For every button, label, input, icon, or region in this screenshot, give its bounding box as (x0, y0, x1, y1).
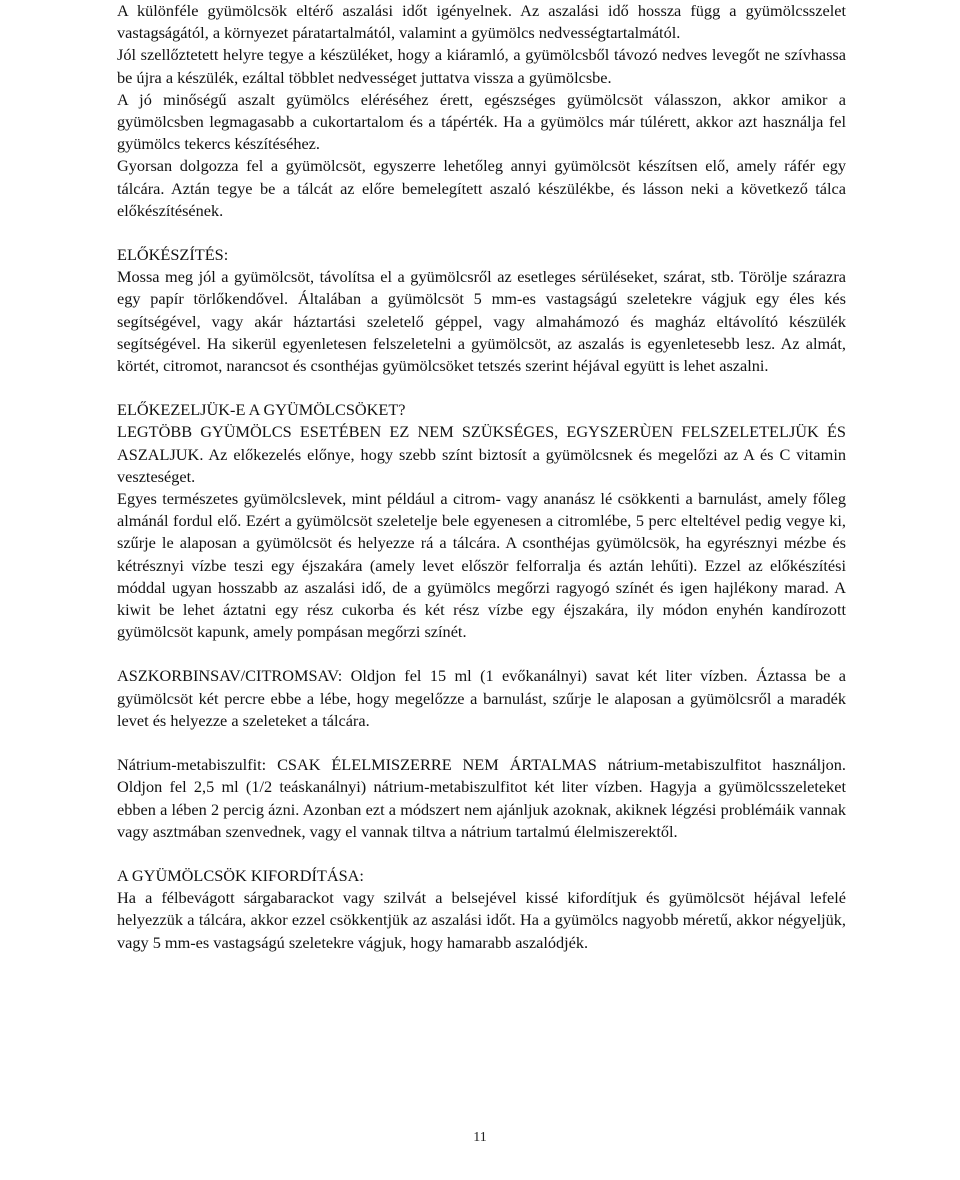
intro-paragraph-ventilation: Jól szellőztetett helyre tegye a készüléket, hogy a kiáramló, a gyümölcsből távozó nedves levegőt ne szívhassa be újra a készülék, ezáltal többlet nedvességet juttatva vissza a gyümölcsbe. (117, 45, 846, 87)
intro-paragraph-processing: Gyorsan dolgozza fel a gyümölcsöt, egyszerre lehetőleg annyi gyümölcsöt készítsen elő, amely ráfér egy tálcára. Aztán tegye be a tálcát az előre bemelegített aszaló készülékbe, és lásson neki a következő tálca előkészítésének. (117, 156, 846, 220)
page-number: 11 (473, 1130, 487, 1145)
sodium-metabisulfite-paragraph: Nátrium-metabiszulfit: CSAK ÉLELMISZERRE NEM ÁRTALMAS nátrium-metabiszulfitot használjon. Oldjon fel 2,5 ml (1/2 teáskanálnyi) nátrium-metabiszulfitot két liter vízben. Hagyja a gyümölcsszeleteket ebben a lében 2 percig ázni. Azonban ezt a módszert nem ajánljuk azoknak, akiknek légzési problémáik vannak vagy asztmában szenvednek, vagy el vannak tiltva a nátrium tartalmú élelmiszerektől. (117, 755, 846, 841)
preparation-paragraph: Mossa meg jól a gyümölcsöt, távolítsa el a gyümölcsről az esetleges sérüléseket, szárat, stb. Törölje szárazra egy papír törlőkendővel. Általában a gyümölcsöt 5 mm-es vastagságú szeletekre vágjuk egy éles kés segítségével, vagy akár háztartási szeletelő géppel, vagy almahámozó és magház eltávolító készülék segítségével. Ha sikerül egyenletesen felszeletelni a gyümölcsöt, az aszalás is egyenletesebb lesz. Az almát, körtét, citromot, narancsot és csonthéjas gyümölcsöket tetszés szerint héjával együtt is lehet aszalni. (117, 267, 846, 376)
section-sodium-metabisulfite (117, 754, 846, 843)
section-heading-pretreatment: ELŐKEZELJÜK-E A GYÜMÖLCSÖKET? (117, 400, 406, 420)
document-page (117, 0, 846, 954)
ascorbic-acid-paragraph: ASZKORBINSAV/CITROMSAV: Oldjon fel 15 ml (1 evőkanálnyi) savat két liter vízben. Áztassa be a gyümölcsöt két percre ebbe a lébe, hogy megelőzze a barnulást, szűrje le alaposan a gyümölcsről a maradék levet és helyezze a szeleteket a tálcára. (117, 666, 846, 730)
section-pretreatment (117, 399, 846, 643)
section-preparation (117, 244, 846, 377)
pretreatment-paragraph-1: LEGTÖBB GYÜMÖLCS ESETÉBEN EZ NEM SZÜKSÉGES, EGYSZERÙEN FELSZELETELJÜK ÉS ASZALJUK. Az előkezelés előnye, hogy szebb színt biztosít a gyümölcsnek és megelőzi az A és C vitamin veszteséget. (117, 422, 846, 486)
pretreatment-paragraph-2: Egyes természetes gyümölcslevek, mint például a citrom- vagy ananász lé csökkenti a barnulást, amely főleg almánál fordul elő. Ezért a gyümölcsöt szeletelje bele egyenesen a citromlébe, 5 perc elteltével pedig vegye ki, szűrje le alaposan a gyümölcsöt és helyezze rá a tálcára. A csonthéjas gyümölcsök, ha egyrésznyi mézbe és kétrésznyi vízbe teszi egy éjszakára (amely levet először felforralja és aztán lehűti). Ezzel az előkészítési móddal ugyan hosszabb az aszalási idő, de a gyümölcs megőrzi ragyogó színét és igen hajlékony marad. A kiwit be lehet áztatni egy rész cukorba és két rész vízbe egy éjszakára, ily módon enyhén kandírozott gyümölcsöt kapunk, amely pompásan megőrzi színét. (117, 489, 846, 642)
section-ascorbic-acid (117, 665, 846, 732)
intro-paragraph-fruit-quality: A jó minőségű aszalt gyümölcs eléréséhez érett, egészséges gyümölcsöt válasszon, akkor amikor a gyümölcsben legmagasabb a cukortartalom és a tápérték. Ha a gyümölcs már túlérett, akkor azt használja fel gyümölcs tekercs készítéséhez. (117, 89, 846, 154)
section-heading-preparation: ELŐKÉSZÍTÉS: (117, 245, 229, 265)
section-heading-fruit-inversion: A GYÜMÖLCSÖK KIFORDÍTÁSA: (117, 865, 364, 885)
fruit-inversion-paragraph: Ha a félbevágott sárgabarackot vagy szilvát a belsejével kissé kifordítjuk és gyümölcsöt héjával lefelé helyezzük a tálcára, akkor ezzel csökkentjük az aszalási időt. Ha a gyümölcs nagyobb méretű, akkor négyeljük, vagy 5 mm-es vastagságú szeletekre vágjuk, hogy hamarabb aszalódjék. (117, 888, 846, 952)
section-fruit-inversion (117, 865, 846, 954)
intro-paragraph-drying-time: A különféle gyümölcsök eltérő aszalási időt igényelnek. Az aszalási idő hossza függ a gyümölcsszelet vastagságától, a környezet páratartalmától, valamint a gyümölcs nedvességtartalmától. (117, 1, 846, 43)
